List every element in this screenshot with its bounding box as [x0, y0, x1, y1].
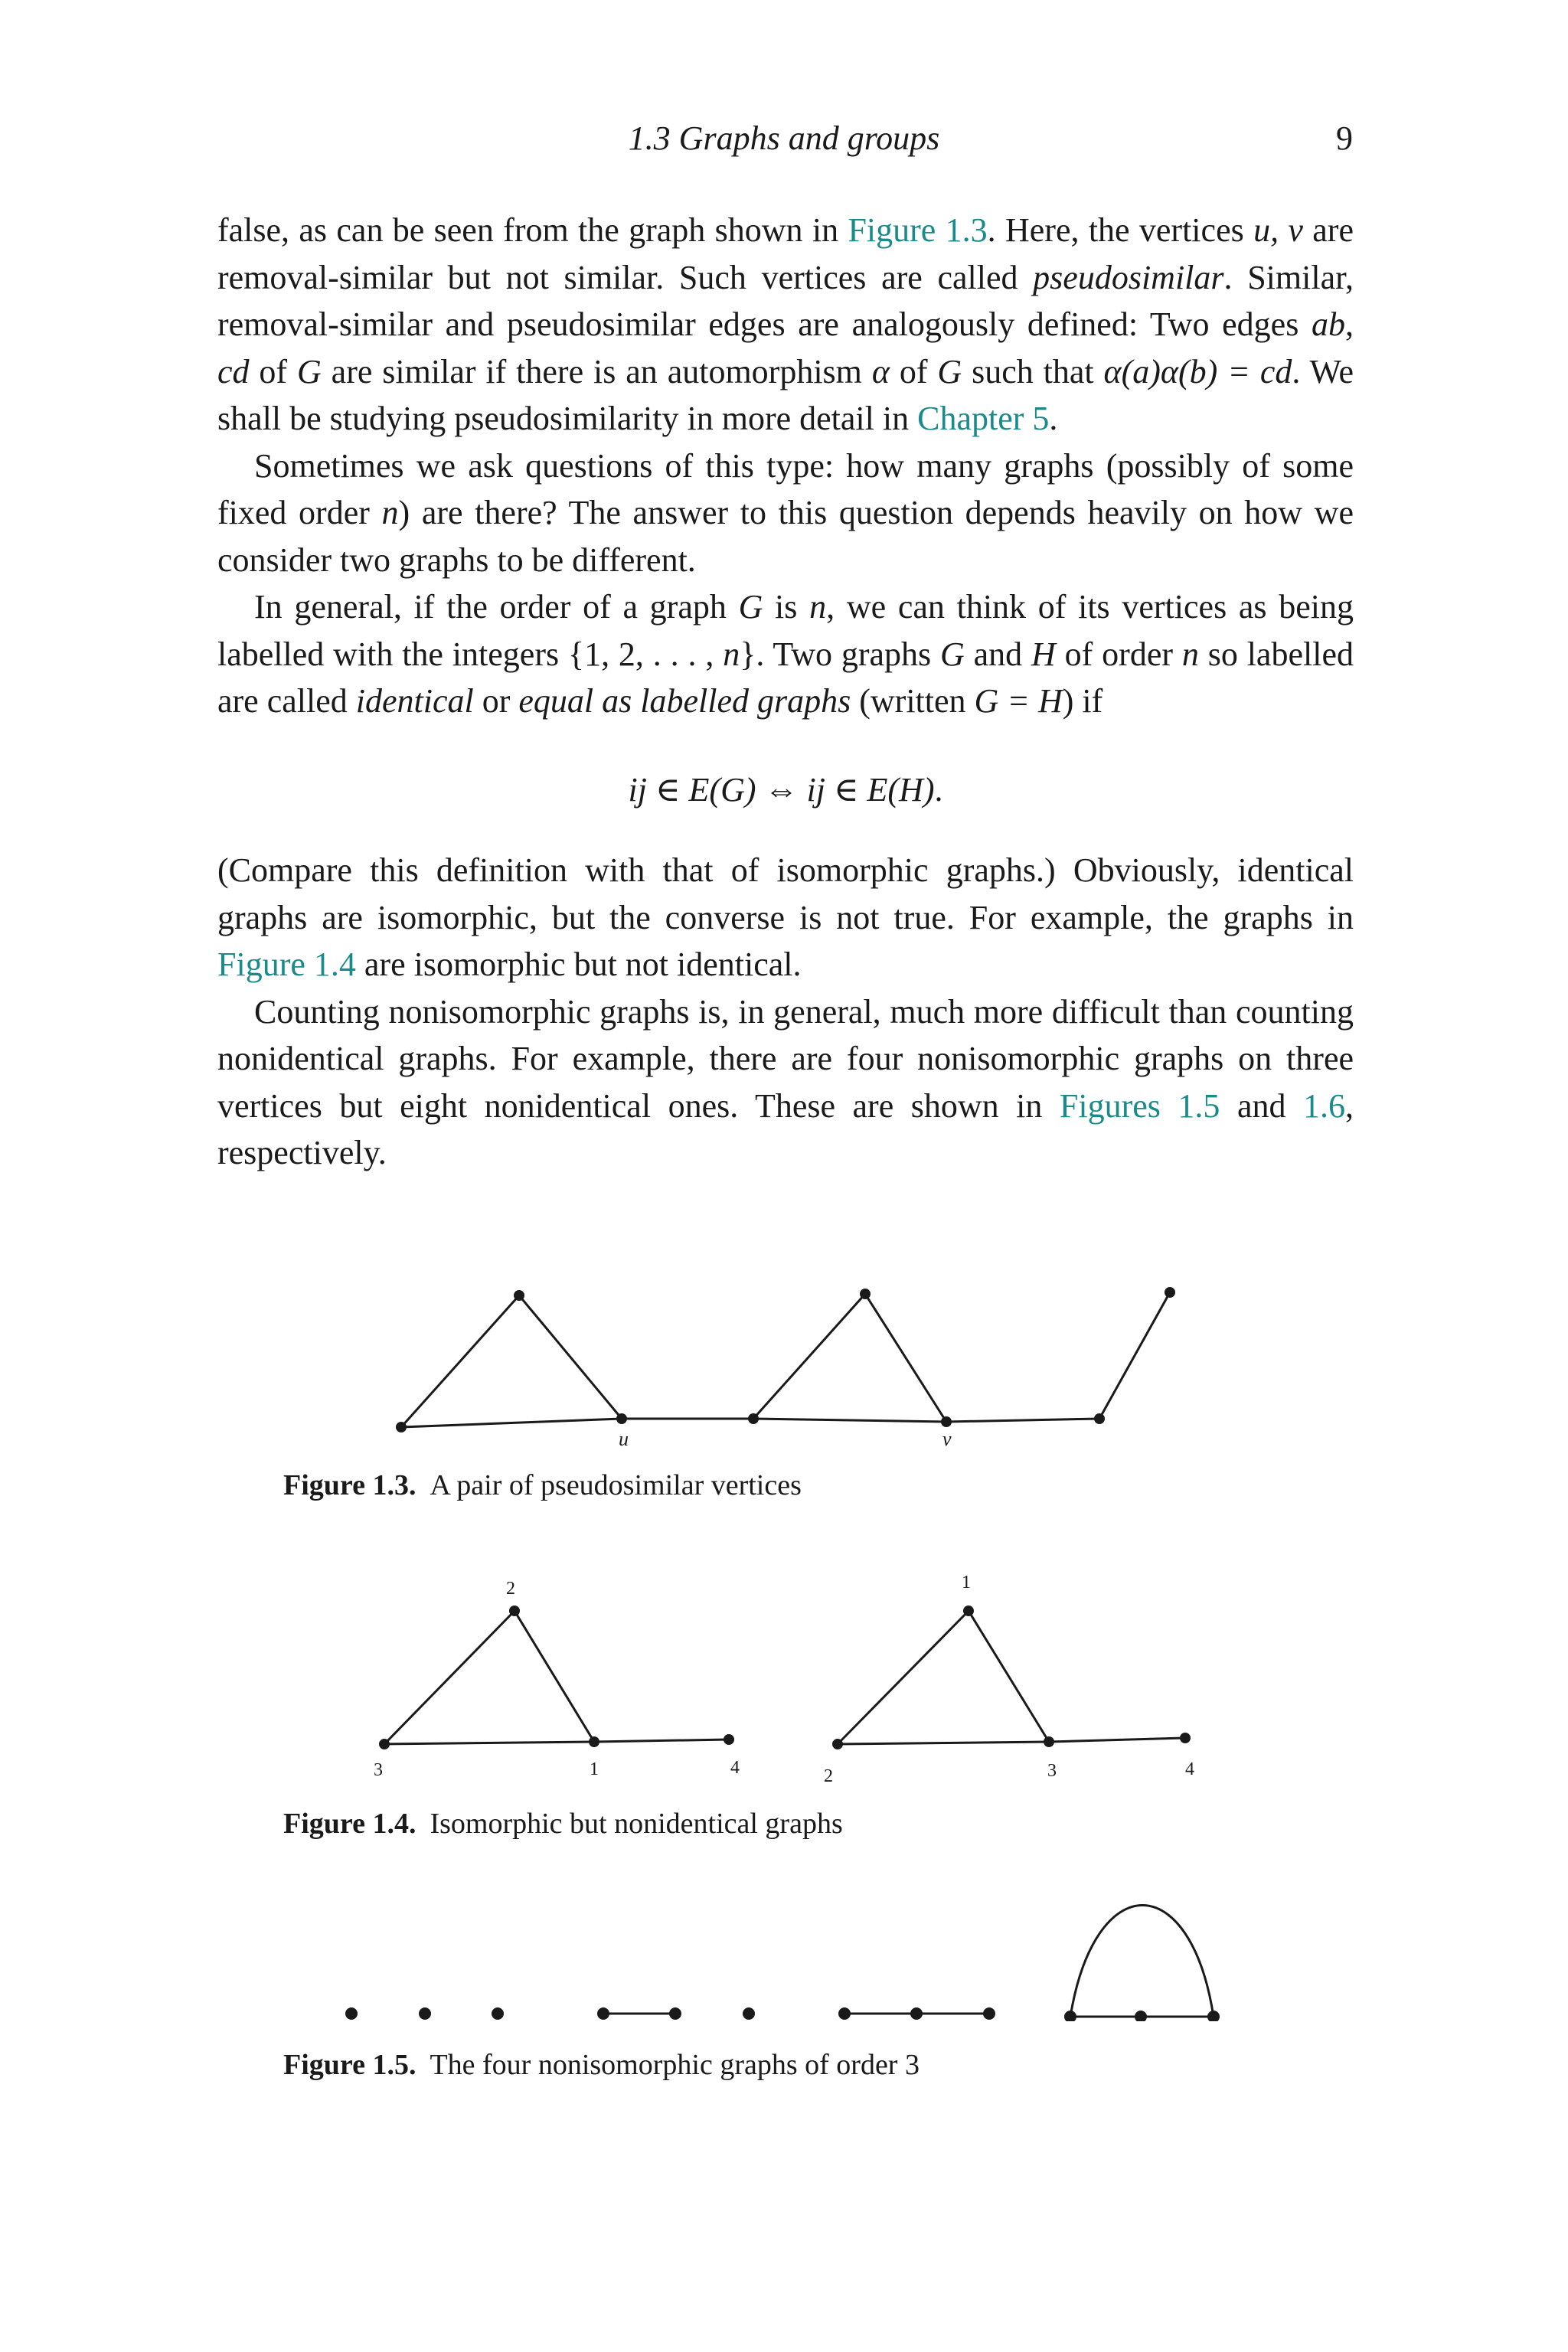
edge-arc: [1070, 1906, 1214, 2017]
automorphism-equation: α(a)α(b) = cd: [1103, 352, 1292, 390]
vertex: [1207, 2011, 1220, 2021]
paragraph-5: Counting nonisomorphic graphs is, in general, much more difficult than counting nonidentical graphs. For example, there are four nonisomorphic graphs on three vertices but eight nonidentical ones. These are shown in Figures 1.5 and 1.6, respectively.: [217, 992, 1354, 1171]
edge: [384, 1611, 514, 1744]
vertex: [743, 2007, 755, 2020]
vertex: [724, 1734, 734, 1745]
vertex: [345, 2007, 358, 2020]
edge: [594, 1740, 729, 1742]
vertex-label: 4: [1185, 1759, 1194, 1779]
vertex: [748, 1413, 759, 1424]
edge: [838, 1611, 969, 1744]
vertex: [589, 1736, 599, 1747]
vertex: [419, 2007, 431, 2020]
figure-1-5-graphs: [0, 1883, 1568, 2021]
figure-1-3-link[interactable]: Figure 1.3: [848, 211, 988, 249]
vertex-label: 2: [506, 1579, 515, 1599]
figures-1-5-link[interactable]: Figures 1.5: [1059, 1086, 1220, 1125]
paragraph-1: false, as can be seen from the graph shown in Figure 1.3. Here, the vertices u, v are removal-similar but not similar. Such vertices are called pseudosimilar. Similar, removal-similar and pseudosimilar edges are analogously defined: Two edges ab, cd of G are similar if there is an automorphism α of G such that α(a)α(b) = cd. We shall be studying pseudosimilarity in more detail in Chapter 5.: [217, 211, 1354, 437]
vertex: [514, 1290, 524, 1301]
edge: [838, 1742, 1049, 1744]
figure-1-6-link[interactable]: 1.6: [1303, 1086, 1346, 1125]
vertex: [669, 2007, 681, 2020]
vertex: [838, 2007, 851, 2020]
edge: [753, 1294, 865, 1419]
vertex-label: 2: [824, 1766, 833, 1786]
figure-1-5-caption: Figure 1.5. The four nonisomorphic graphs of order 3: [283, 2049, 920, 2081]
term-identical: identical: [355, 682, 474, 720]
body-text: [217, 207, 1354, 1177]
paragraph-3: In general, if the order of a graph G is n, we can think of its vertices as being labelled with the integers {1, 2, . . . , n}. Two graphs G and H of order n so labelled are called identical or equal as labelled graphs (written G = H) if: [217, 588, 1354, 720]
vertex: [379, 1739, 390, 1749]
vertex: [597, 2007, 609, 2020]
figure-1-4-caption: Figure 1.4. Isomorphic but nonidentical graphs: [283, 1808, 843, 1840]
edge: [969, 1611, 1049, 1742]
edge: [946, 1419, 1099, 1422]
edge: [1049, 1738, 1185, 1742]
term-equal-as-labelled-graphs: equal as labelled graphs: [518, 682, 851, 720]
label-u: u: [619, 1428, 629, 1450]
vertex: [1165, 1287, 1175, 1298]
vertex-label: 3: [374, 1760, 383, 1780]
running-header-title: 1.3 Graphs and groups: [628, 119, 940, 157]
edge: [865, 1294, 946, 1422]
figure-1-4-graphs: [0, 1562, 1568, 1799]
display-formula: ij ∈ E(G) ⇔ ij ∈ E(H).: [628, 770, 943, 808]
vertex: [983, 2007, 995, 2020]
vertex: [1094, 1413, 1105, 1424]
vertex-u: [616, 1413, 627, 1424]
edge: [384, 1742, 594, 1744]
edge: [401, 1419, 622, 1427]
vertex-v: [941, 1416, 952, 1427]
vertex-label: 3: [1047, 1761, 1057, 1781]
vertex: [832, 1739, 843, 1749]
vertex-label: 1: [590, 1759, 599, 1779]
vertex: [1135, 2011, 1147, 2021]
page-number: 9: [1336, 119, 1353, 157]
vertex: [963, 1606, 974, 1616]
vertex: [1044, 1736, 1054, 1747]
paragraph-4: (Compare this definition with that of isomorphic graphs.) Obviously, identical graphs are isomorphic, but the converse is not true. For example, the graphs in Figure 1.4 are isomorphic but not identical.: [217, 851, 1354, 983]
figure-1-3-caption: Figure 1.3. A pair of pseudosimilar vertices: [283, 1469, 802, 1501]
term-pseudosimilar: pseudosimilar: [1033, 258, 1224, 296]
edge: [401, 1295, 519, 1427]
vertex: [396, 1422, 407, 1432]
vertex-label: 4: [730, 1758, 740, 1778]
vertex: [509, 1606, 520, 1616]
paragraph-2: Sometimes we ask questions of this type: how many graphs (possibly of some fixed order n) are there? The answer to this question depends heavily on how we consider two graphs to be different.: [217, 446, 1354, 579]
vertex: [860, 1289, 871, 1299]
edge: [514, 1611, 594, 1742]
vertex: [1064, 2011, 1076, 2021]
vertex: [910, 2007, 923, 2020]
edge: [753, 1419, 946, 1422]
vertex: [1180, 1733, 1191, 1743]
figure-1-4-link[interactable]: Figure 1.4: [217, 946, 356, 983]
edge: [1099, 1292, 1170, 1419]
label-v: v: [942, 1428, 952, 1450]
vertex-label: 1: [962, 1573, 971, 1592]
edge: [519, 1295, 622, 1419]
figure-1-3-graph: [0, 1271, 1568, 1455]
chapter-5-link[interactable]: Chapter 5: [917, 400, 1050, 437]
vertex: [492, 2007, 504, 2020]
